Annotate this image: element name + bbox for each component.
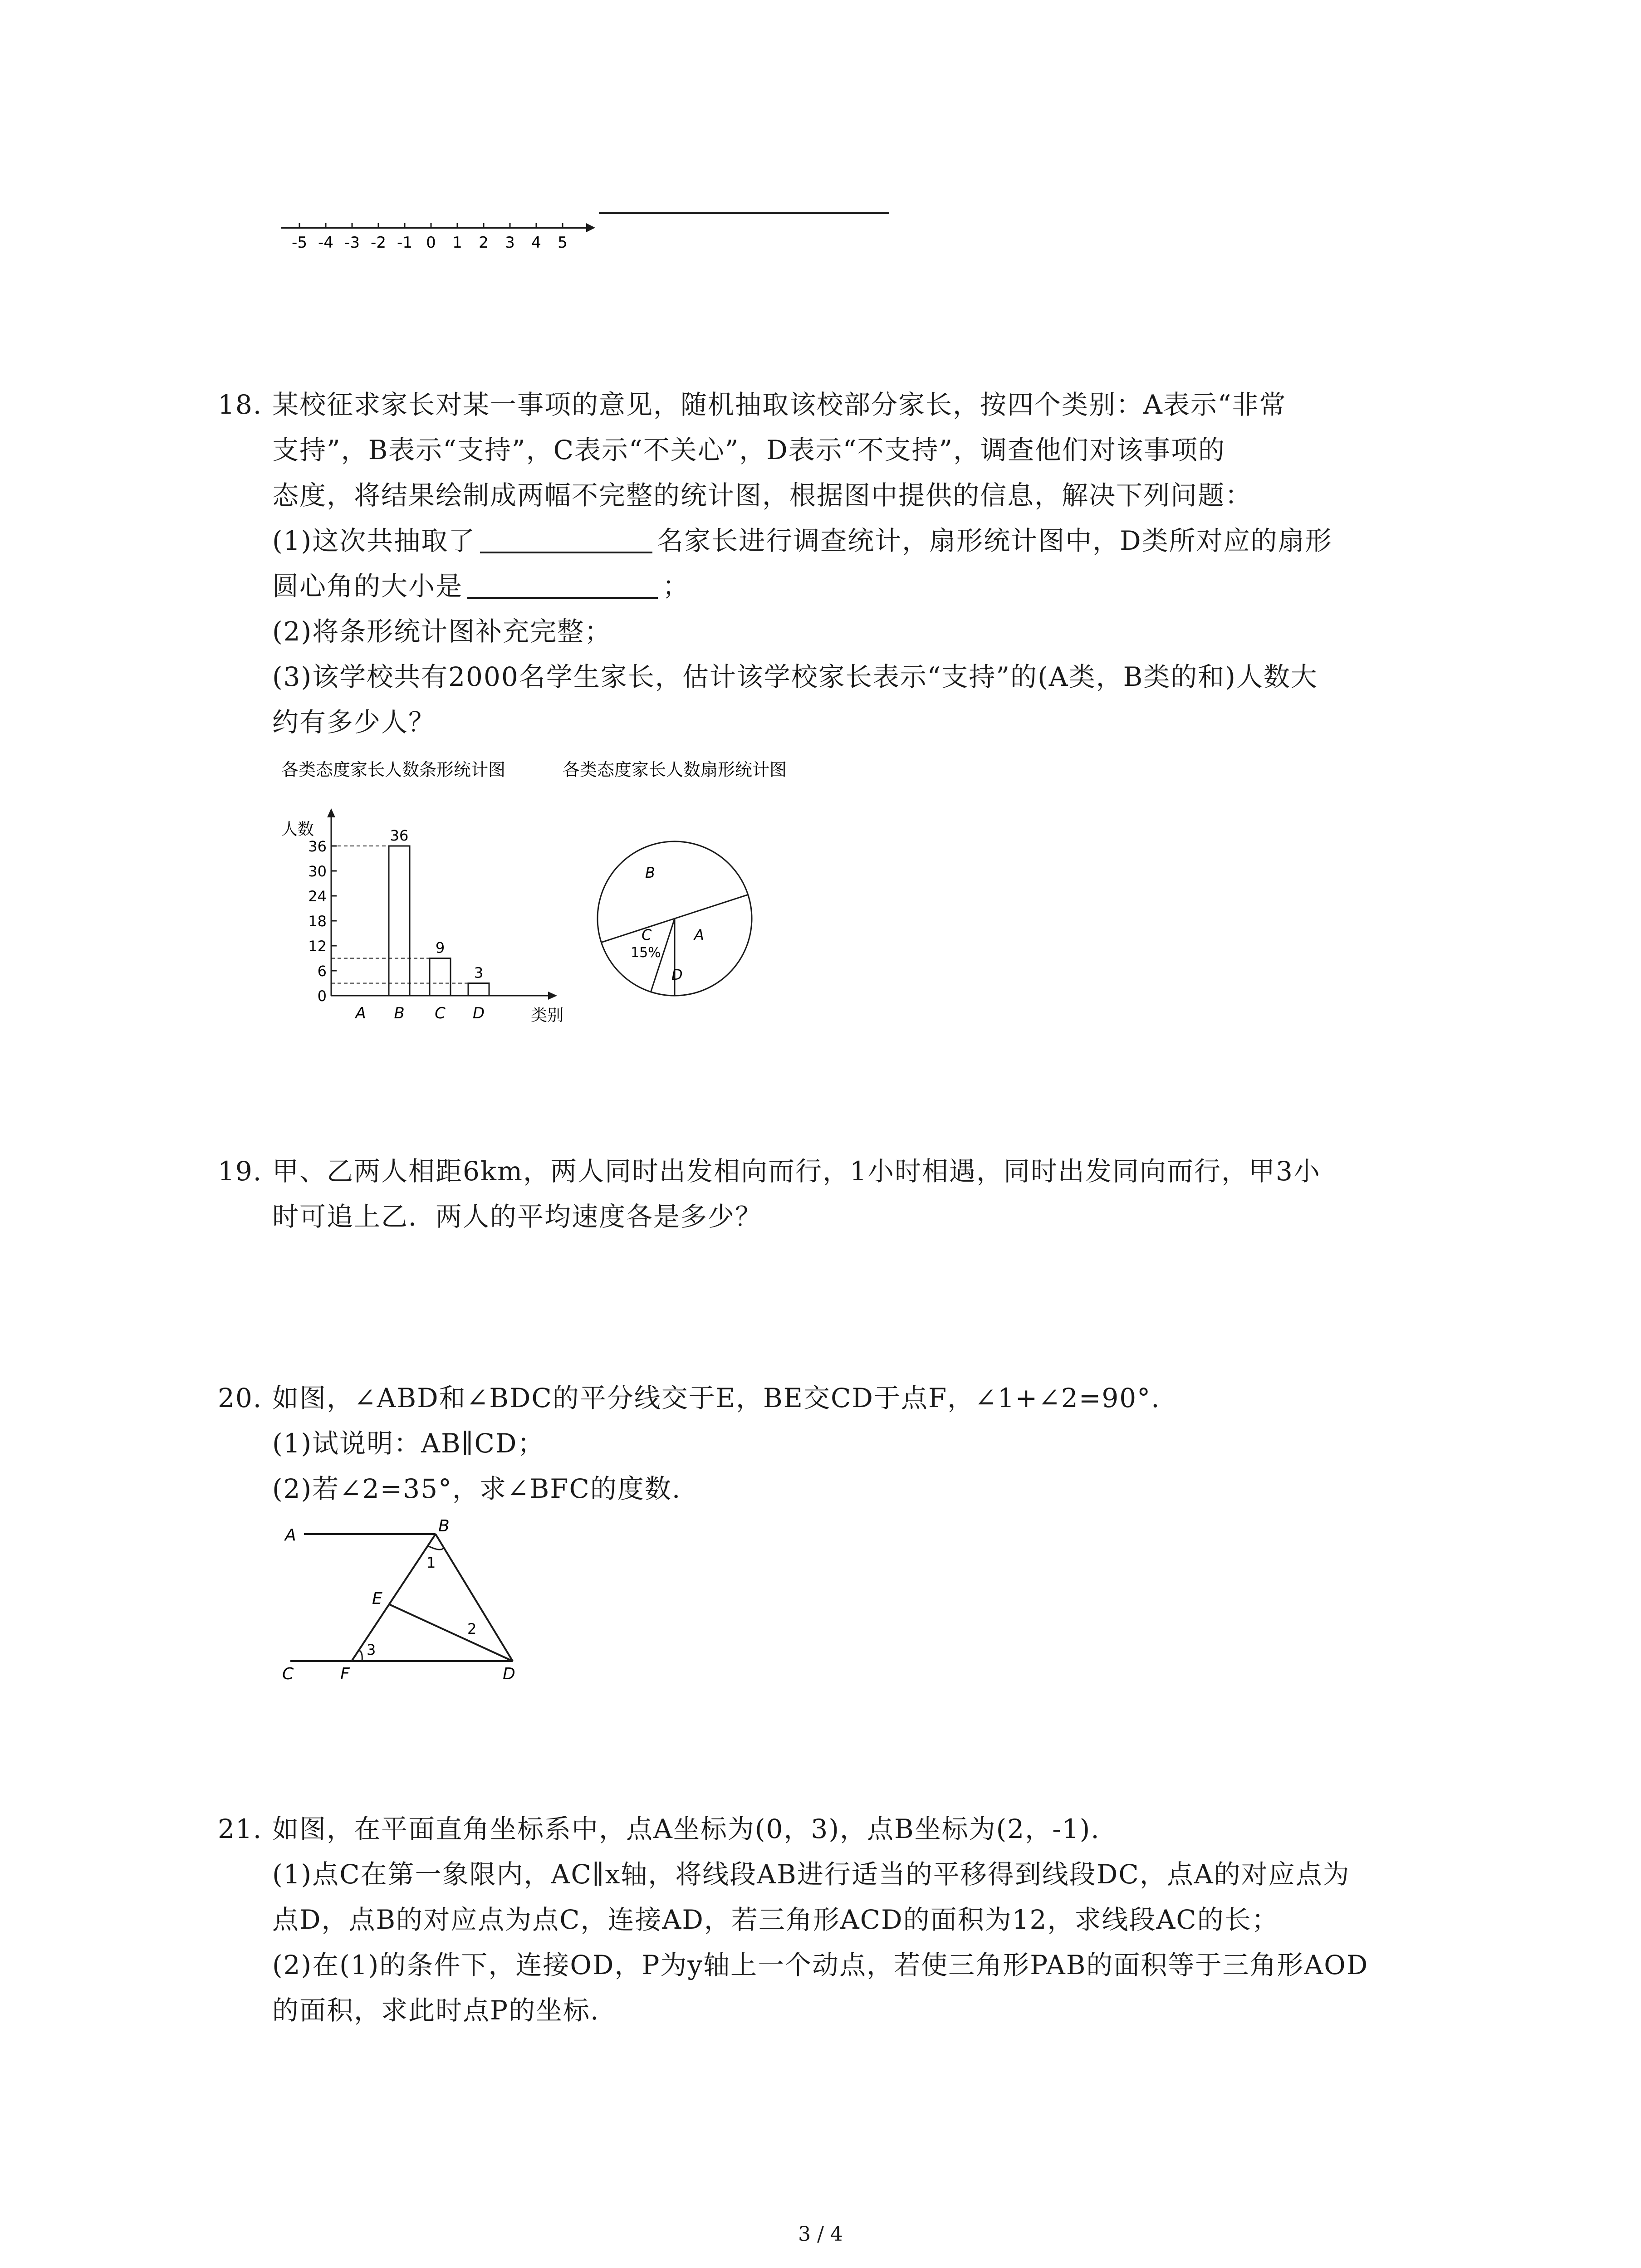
bar-y-tick-label: 18 [308, 913, 327, 930]
q18-charts [272, 758, 862, 1039]
number-line-arrow [586, 223, 595, 232]
label-a: A [285, 1526, 296, 1545]
q18-stem-line-2: 支持”，B表示“支持”，C表示“不关心”，D表示“不支持”，调查他们对该事项的 [272, 435, 1226, 465]
q21-part2-line-2: 的面积，求此时点P的坐标. [272, 1995, 600, 2026]
number-line-tick-label: 1 [452, 234, 462, 252]
angle-label-2: 2 [467, 1620, 477, 1637]
q19-stem-line-1: 甲、乙两人相距6km，两人同时出发相向而行，1小时相遇，同时出发同向而行，甲3小 [272, 1156, 1321, 1187]
number-line-tick-label: -2 [371, 234, 386, 252]
bar-y-axis-arrow [327, 808, 335, 817]
q18-part2: (2)将条形统计图补充完整； [272, 616, 612, 647]
q21-part2-line-1: (2)在(1)的条件下，连接OD，P为y轴上一个动点，若使三角形PAB的面积等于三角形AOD [272, 1950, 1369, 1980]
bar-category-label: B [394, 1004, 405, 1022]
q19-number: 19. [218, 1156, 263, 1187]
label-f: F [340, 1665, 350, 1683]
number-line-tick-label: 4 [531, 234, 541, 252]
number-line-tick-label: -1 [397, 234, 412, 252]
label-c: C [282, 1665, 294, 1683]
number-line-tick-label: 5 [558, 234, 568, 252]
q20-part2: (2)若∠2=35°，求∠BFC的度数. [272, 1473, 681, 1504]
bar-value-label: 36 [390, 827, 409, 844]
segment-bd [436, 1534, 513, 1661]
number-line-tick-label: 0 [426, 234, 436, 252]
answer-blank-1[interactable] [480, 524, 652, 553]
q18-part3-line-2: 约有多少人？ [272, 707, 436, 738]
bar-value-label: 3 [474, 964, 484, 982]
bar-category-label: D [472, 1004, 485, 1022]
number-line-figure [272, 191, 907, 263]
label-b: B [438, 1517, 450, 1535]
bar [468, 983, 489, 996]
number-line-tick-label: 2 [479, 234, 489, 252]
pie-slice-label: B [645, 864, 655, 881]
pie-slice-label: A [694, 926, 704, 943]
bar-y-tick-label: 6 [317, 963, 327, 980]
bar-chart [281, 808, 563, 1025]
answer-blank-2[interactable] [467, 570, 658, 599]
number-line-tick-label: 3 [505, 234, 515, 252]
number-line-tick-label: -3 [344, 234, 360, 252]
q18-number: 18. [218, 389, 263, 420]
pie-slice-label: D [671, 966, 683, 983]
label-e: E [372, 1589, 382, 1608]
bar-y-tick-label: 0 [317, 987, 327, 1005]
number-line-tick-label: -4 [318, 234, 333, 252]
number-line-tick-label: -5 [292, 234, 307, 252]
q18-stem-line-1: 某校征求家长对某一事项的意见，随机抽取该校部分家长，按四个类别：A表示“非常 [272, 389, 1287, 420]
segment-bf [352, 1534, 436, 1661]
pie-slice-label: C [642, 926, 652, 943]
bar-x-label: 类别 [531, 1006, 564, 1025]
bar-category-label: A [355, 1004, 366, 1022]
q21-number: 21. [218, 1813, 263, 1844]
q18-part1-line-1 [218, 518, 1332, 563]
q21-stem: 如图，在平面直角坐标系中，点A坐标为(0，3)，点B坐标为(2，-1). [272, 1813, 1100, 1844]
q18-stem-line-3: 态度，将结果绘制成两幅不完整的统计图，根据图中提供的信息，解决下列问题： [272, 480, 1253, 511]
q21-line-1 [218, 1806, 1368, 1852]
pie-chart [598, 841, 752, 996]
page-number: 3 / 4 [798, 2223, 843, 2246]
q21-part1-line-1: (1)点C在第一象限内，AC∥x轴，将线段AB进行适当的平移得到线段DC，点A的对应点为 [272, 1859, 1350, 1890]
bar [389, 846, 410, 996]
angle-label-3: 3 [367, 1641, 376, 1658]
bar-category-label: C [435, 1004, 446, 1022]
bar-y-tick-label: 30 [308, 863, 327, 880]
q18-part1-c: 圆心角的大小是 [272, 571, 463, 601]
q18-line-1 [218, 382, 1332, 427]
q18-part1-a: (1)这次共抽取了 [272, 525, 476, 556]
pie-percent-label: 15% [631, 945, 661, 961]
q20-number: 20. [218, 1383, 263, 1413]
bar-y-tick-label: 24 [308, 888, 327, 905]
q18-part1-d: ； [662, 571, 690, 601]
bar-value-label: 9 [435, 939, 445, 957]
q20-line-1 [218, 1375, 1161, 1421]
q19-stem-line-2: 时可追上乙．两人的平均速度各是多少？ [272, 1201, 763, 1232]
pie-chart-title: 各类态度家长人数扇形统计图 [563, 760, 787, 780]
bar-x-axis-arrow [548, 992, 557, 1000]
q20-text [218, 1375, 1161, 1511]
q18-part1-b: 名家长进行调查统计，扇形统计图中，D类所对应的扇形 [657, 525, 1332, 556]
angle-1-arc [428, 1546, 444, 1549]
bar [430, 958, 451, 996]
q18-text [218, 382, 1332, 745]
q21-part1-line-2: 点D，点B的对应点为点C，连接AD，若三角形ACD的面积为12，求线段AC的长； [272, 1904, 1279, 1935]
bar-y-label: 人数 [281, 820, 314, 839]
q21-text [218, 1806, 1368, 2033]
q20-figure [272, 1515, 554, 1687]
segment-ed [389, 1604, 513, 1661]
bar-chart-title: 各类态度家长人数条形统计图 [281, 760, 506, 780]
q18-part3-line-1: (3)该学校共有2000名学生家长，估计该学校家长表示“支持”的(A类，B类的和)人数大 [272, 661, 1318, 692]
q18-part1-line-2 [218, 563, 1332, 609]
angle-label-1: 1 [426, 1554, 436, 1571]
q20-part1: (1)试说明：AB∥CD； [272, 1428, 545, 1459]
q19-text [218, 1149, 1321, 1239]
bar-y-tick-label: 36 [308, 838, 327, 855]
q19-line-1 [218, 1149, 1321, 1194]
bar-y-tick-label: 12 [308, 938, 327, 955]
label-d: D [503, 1665, 515, 1683]
angle-3-arc [358, 1650, 362, 1661]
q20-stem: 如图，∠ABD和∠BDC的平分线交于E，BE交CD于点F，∠1+∠2=90°. [272, 1383, 1161, 1413]
